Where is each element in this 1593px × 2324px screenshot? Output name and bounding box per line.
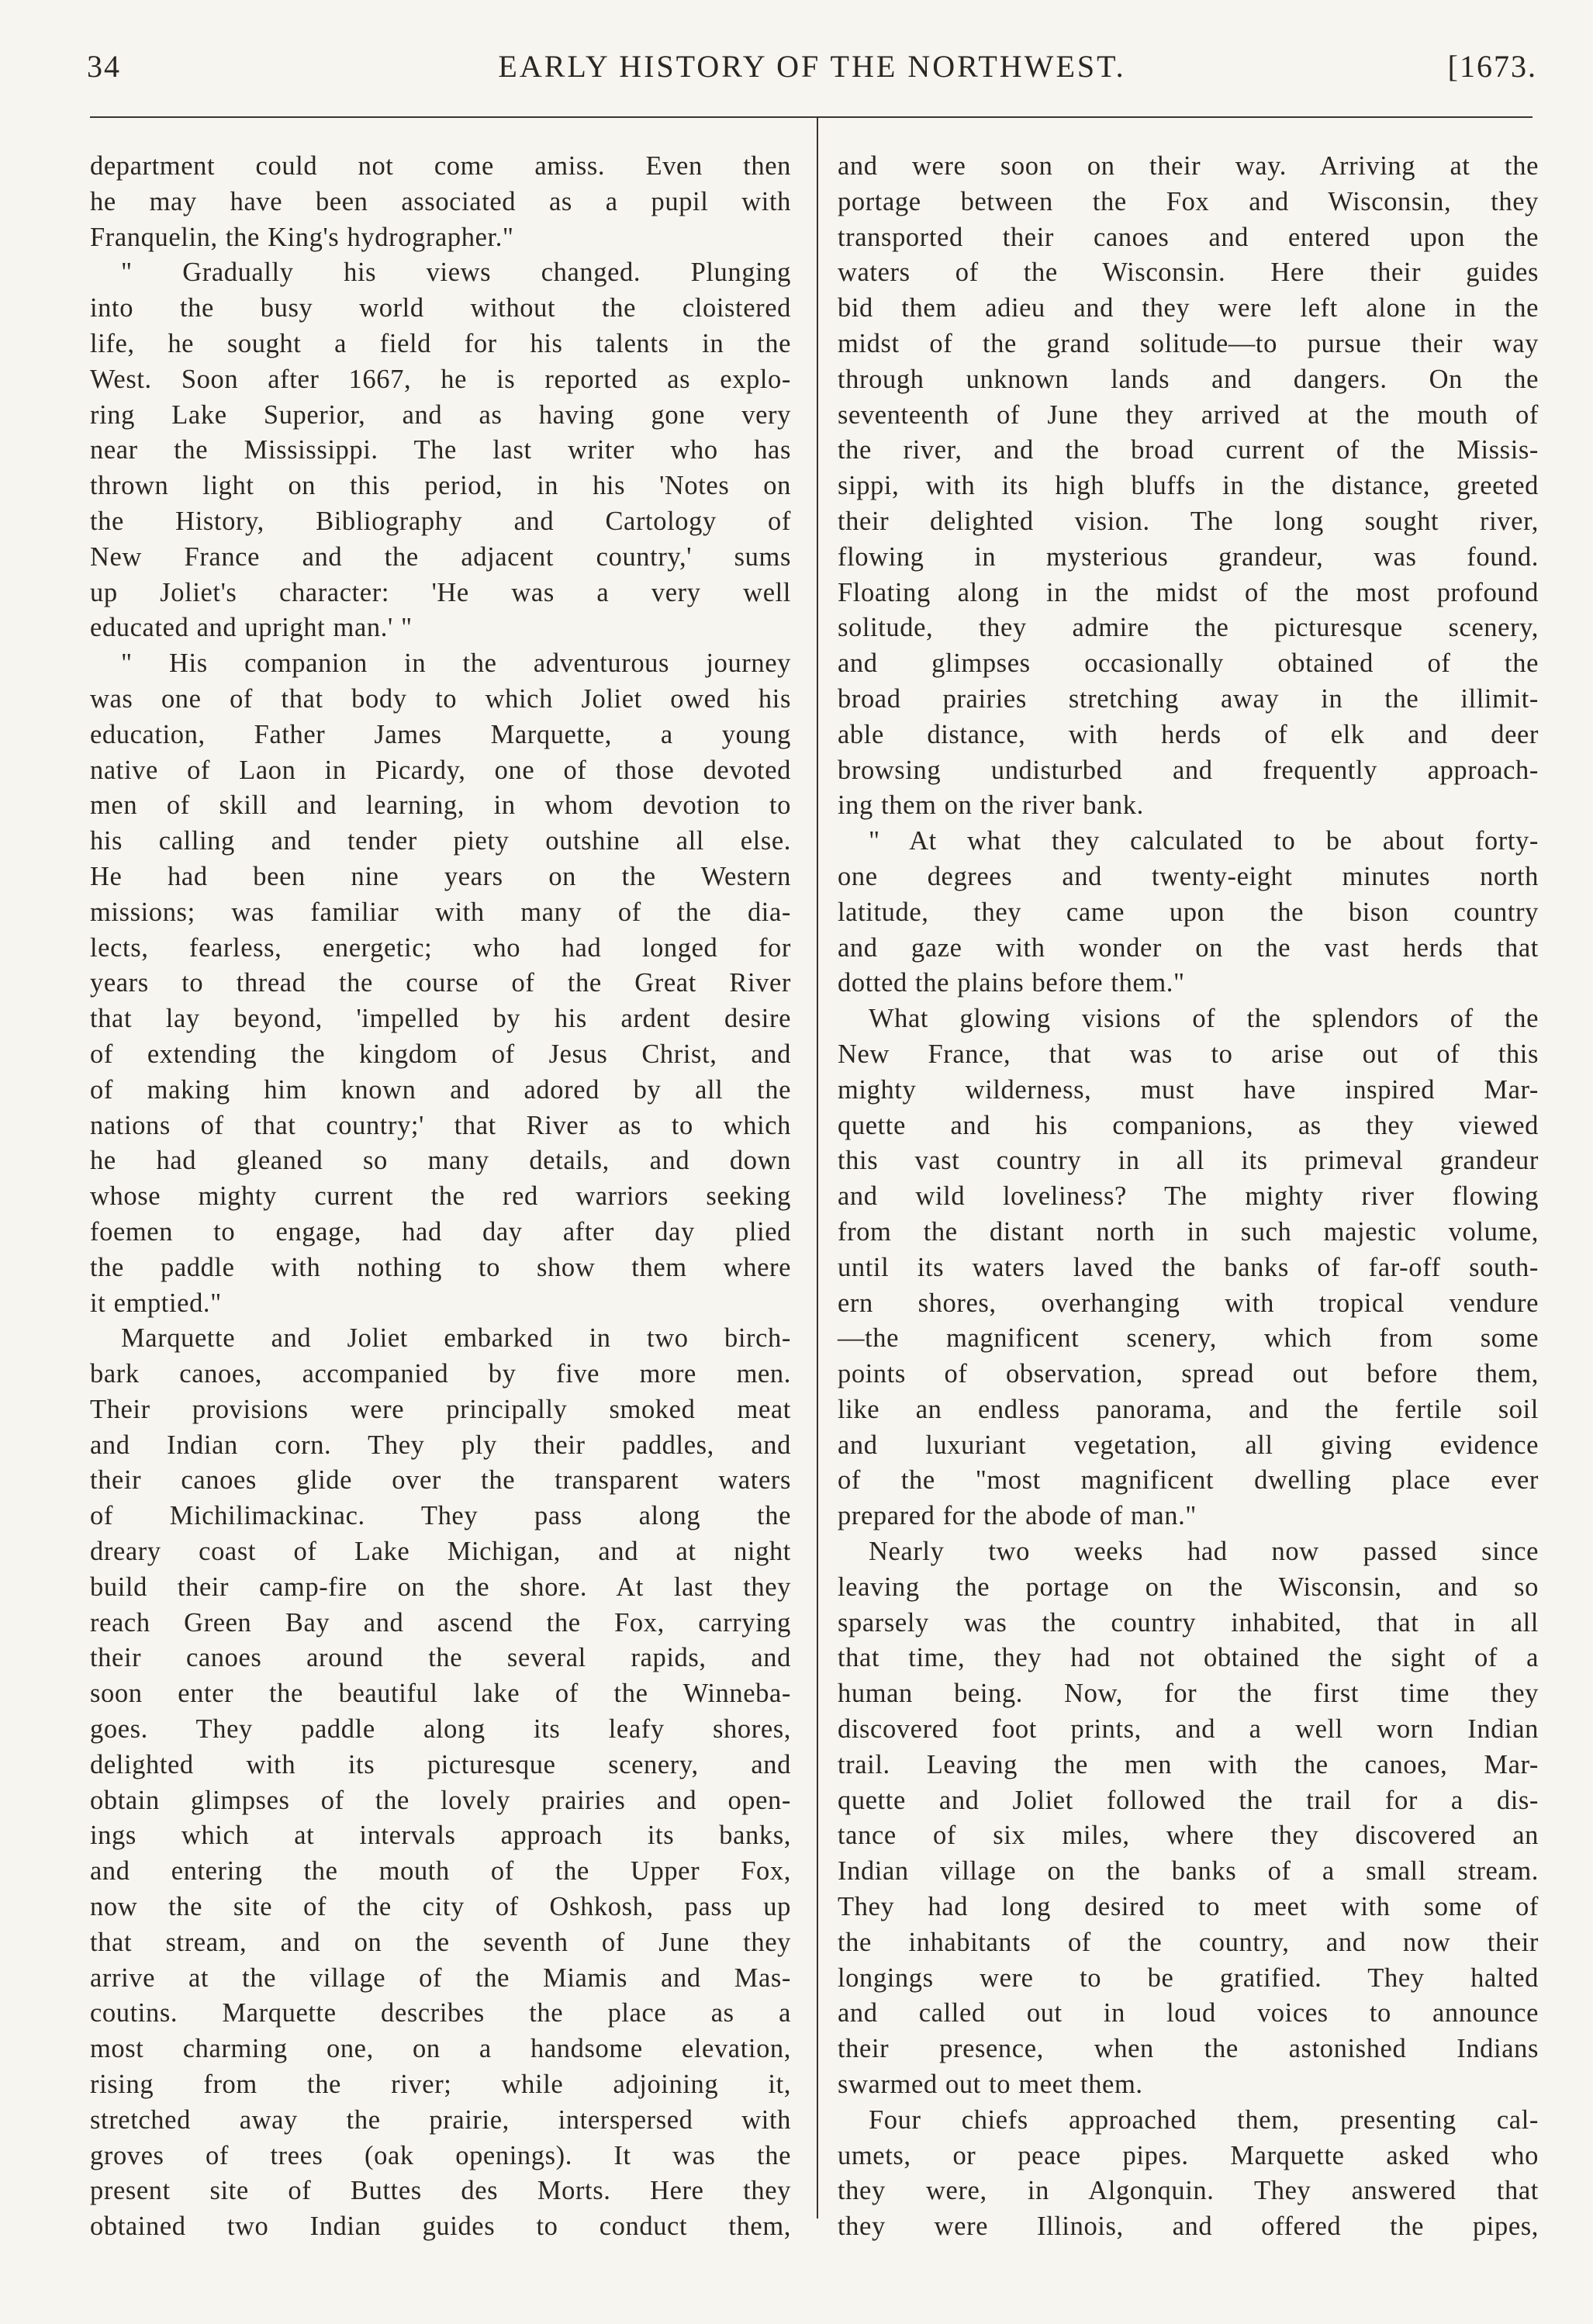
text-line: dotted the plains before them." [838,968,1185,998]
text-line: bark canoes, accompanied by five more men. [90,1359,791,1389]
right-column [838,149,1539,2245]
page-number: 34 [87,49,121,84]
text-line: quette and his companions, as they viewed [838,1110,1539,1140]
text-line: midst of the grand solitude—to pursue their way [838,328,1539,358]
text-line: he had gleaned so many details, and down [90,1146,791,1176]
header-rule [90,116,1533,118]
text-line: ings which at intervals approach its banks, [90,1821,791,1851]
text-line: that lay beyond, 'impelled by his ardent desire [90,1004,791,1034]
text-line: Marquette and Joliet embarked in two birch- [121,1323,791,1354]
text-line: Nearly two weeks had now passed since [869,1537,1539,1567]
text-line: and called out in loud voices to announce [838,1998,1539,2028]
text-line: ern shores, overhanging with tropical vendure [838,1288,1539,1318]
running-title: EARLY HISTORY OF THE NORTHWEST. [498,49,1126,84]
text-line: waters of the Wisconsin. Here their guides [838,258,1539,288]
text-line: whose mighty current the red warriors seeking [90,1181,791,1212]
text-line: department could not come amiss. Even then [90,151,791,181]
text-line: and gaze with wonder on the vast herds that [838,932,1539,963]
text-line: he may have been associated as a pupil with [90,186,791,216]
text-line: tance of six miles, where they discovered an [838,1821,1539,1851]
text-line: human being. Now, for the first time they [838,1679,1539,1709]
text-line: points of observation, spread out before them, [838,1359,1539,1389]
text-line: sparsely was the country inhabited, that in all [838,1607,1539,1638]
text-line: build their camp-fire on the shore. At last they [90,1572,791,1602]
text-line: their presence, when the astonished Indians [838,2034,1539,2064]
text-line: thrown light on this period, in his 'Notes on [90,471,791,501]
text-line: Their provisions were principally smoked meat [90,1394,791,1424]
text-line: obtain glimpses of the lovely prairies and open- [90,1785,791,1815]
text-line: years to thread the course of the Great River [90,968,791,998]
text-line: native of Laon in Picardy, one of those devoted [90,755,791,785]
text-line: quette and Joliet followed the trail for a dis- [838,1785,1539,1815]
text-line: and luxuriant vegetation, all giving evidence [838,1430,1539,1460]
text-line: delighted with its picturesque scenery, and [90,1749,791,1779]
text-line: their canoes glide over the transparent waters [90,1465,791,1496]
text-line: prepared for the abode of man." [838,1501,1197,1531]
text-line: his calling and tender piety outshine all else. [90,826,791,856]
text-line: they were Illinois, and offered the pipes, [838,2212,1539,2242]
text-line: and glimpses occasionally obtained of the [838,648,1539,679]
text-line: that stream, and on the seventh of June they [90,1927,791,1957]
text-line: the paddle with nothing to show them where [90,1252,791,1282]
text-line: sippi, with its high bluffs in the distance, greeted [838,471,1539,501]
text-line: solitude, they admire the picturesque scenery, [838,613,1539,643]
text-line: into the busy world without the cloistered [90,293,791,323]
text-line: broad prairies stretching away in the illimit- [838,683,1539,714]
text-line: and entering the mouth of the Upper Fox, [90,1856,791,1887]
text-line: the History, Bibliography and Cartology of [90,506,791,536]
text-line: their canoes around the several rapids, and [90,1643,791,1673]
text-line: they were, in Algonquin. They answered that [838,2176,1539,2206]
text-line: trail. Leaving the men with the canoes, Mar- [838,1749,1539,1779]
text-line: flowing in mysterious grandeur, was found. [838,541,1539,572]
text-line: leaving the portage on the Wisconsin, and so [838,1572,1539,1602]
running-header [87,48,1537,95]
column-divider [817,116,818,2219]
text-line: Four chiefs approached them, presenting cal- [869,2104,1539,2135]
text-line: mighty wilderness, must have inspired Mar- [838,1074,1539,1105]
text-line: reach Green Bay and ascend the Fox, carrying [90,1607,791,1638]
text-line: it emptied." [90,1288,222,1318]
text-line: nations of that country;' that River as to which [90,1110,791,1140]
text-line: through unknown lands and dangers. On the [838,364,1539,394]
text-line: educated and upright man.' " [90,613,413,643]
text-line: discovered foot prints, and a well worn Indian [838,1714,1539,1745]
text-line: Franquelin, the King's hydrographer." [90,222,514,252]
text-line: West. Soon after 1667, he is reported as explo- [90,364,791,394]
text-line: most charming one, on a handsome elevation, [90,2034,791,2064]
text-line: of extending the kingdom of Jesus Christ, and [90,1039,791,1069]
text-line: foemen to engage, had day after day plied [90,1216,791,1247]
text-line: They had long desired to meet with some of [838,1892,1539,1922]
text-line: like an endless panorama, and the fertile soil [838,1394,1539,1424]
text-line: New France and the adjacent country,' sums [90,541,791,572]
text-line: ing them on the river bank. [838,790,1144,821]
text-line: obtained two Indian guides to conduct them, [90,2212,791,2242]
text-line: New France, that was to arise out of this [838,1039,1539,1069]
text-line: " Gradually his views changed. Plunging [121,258,791,288]
text-line: of Michilimackinac. They pass along the [90,1501,791,1531]
text-line: their delighted vision. The long sought river, [838,506,1539,536]
text-line: from the distant north in such majestic volume, [838,1216,1539,1247]
text-line: of the "most magnificent dwelling place ever [838,1465,1539,1496]
text-line: ring Lake Superior, and as having gone very [90,399,791,430]
left-column [90,149,791,2245]
text-line: was one of that body to which Joliet owed his [90,683,791,714]
text-line: the river, and the broad current of the Missis- [838,435,1539,465]
text-line: bid them adieu and they were left alone in the [838,293,1539,323]
text-line: present site of Buttes des Morts. Here they [90,2176,791,2206]
text-line: dreary coast of Lake Michigan, and at night [90,1537,791,1567]
text-line: Floating along in the midst of the most profound [838,577,1539,607]
text-line: arrive at the village of the Miamis and Mas- [90,1963,791,1993]
text-line: until its waters laved the banks of far-off south- [838,1252,1539,1282]
text-line: the inhabitants of the country, and now their [838,1927,1539,1957]
text-line: browsing undisturbed and frequently approach- [838,755,1539,785]
text-line: and wild loveliness? The mighty river flowing [838,1181,1539,1212]
text-line: What glowing visions of the splendors of the [869,1004,1539,1034]
text-line: men of skill and learning, in whom devotion to [90,790,791,821]
text-line: life, he sought a field for his talents in the [90,328,791,358]
text-line: soon enter the beautiful lake of the Winneba- [90,1679,791,1709]
text-line: —the magnificent scenery, which from some [838,1323,1539,1354]
text-line: lects, fearless, energetic; who had longed for [90,932,791,963]
text-line: rising from the river; while adjoining it, [90,2070,791,2100]
text-line: one degrees and twenty-eight minutes north [838,861,1539,891]
text-line: swarmed out to meet them. [838,2070,1143,2100]
text-line: goes. They paddle along its leafy shores, [90,1714,791,1745]
text-line: portage between the Fox and Wisconsin, they [838,186,1539,216]
text-line: Indian village on the banks of a small stream. [838,1856,1539,1887]
text-line: now the site of the city of Oshkosh, pass up [90,1892,791,1922]
text-line: able distance, with herds of elk and deer [838,719,1539,749]
text-line: coutins. Marquette describes the place as a [90,1998,791,2028]
text-line: this vast country in all its primeval grandeur [838,1146,1539,1176]
text-line: education, Father James Marquette, a young [90,719,791,749]
text-line: He had been nine years on the Western [90,861,791,891]
text-line: " His companion in the adventurous journey [121,648,791,679]
text-line: " At what they calculated to be about forty- [869,826,1539,856]
text-line: and were soon on their way. Arriving at the [838,151,1539,181]
text-line: missions; was familiar with many of the dia- [90,897,791,927]
text-line: umets, or peace pipes. Marquette asked who [838,2140,1539,2170]
text-line: groves of trees (oak openings). It was the [90,2140,791,2170]
text-line: stretched away the prairie, interspersed with [90,2104,791,2135]
page-year: [1673. [1447,49,1537,84]
text-line: and Indian corn. They ply their paddles, and [90,1430,791,1460]
text-line: longings were to be gratified. They halted [838,1963,1539,1993]
text-line: near the Mississippi. The last writer who has [90,435,791,465]
text-line: of making him known and adored by all the [90,1074,791,1105]
text-line: up Joliet's character: 'He was a very well [90,577,791,607]
text-line: latitude, they came upon the bison country [838,897,1539,927]
text-line: that time, they had not obtained the sight of a [838,1643,1539,1673]
text-line: transported their canoes and entered upon the [838,222,1539,252]
text-line: seventeenth of June they arrived at the mouth of [838,399,1539,430]
